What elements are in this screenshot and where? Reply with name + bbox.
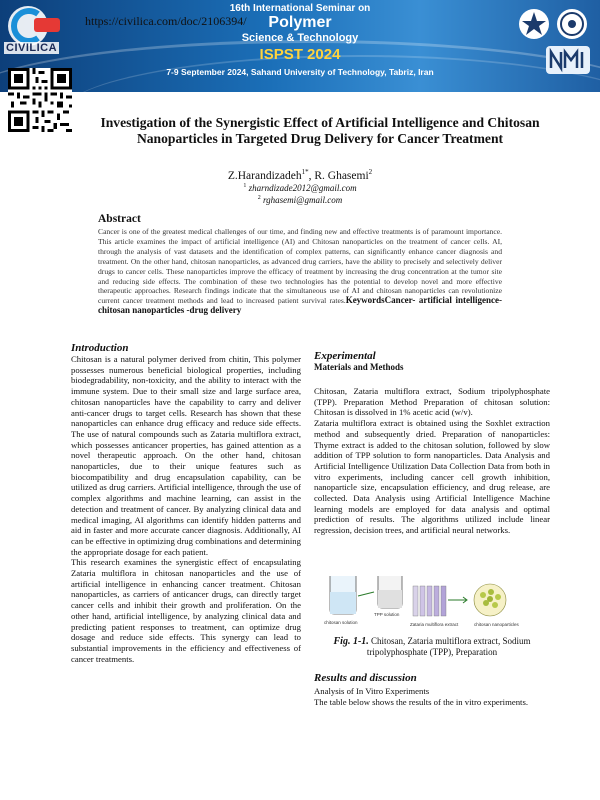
sahand-university-logo-icon: [518, 8, 550, 40]
chitosan-beaker-icon: [330, 576, 356, 614]
tpp-beaker-icon: [378, 576, 402, 608]
figure-label: chitosan nanoparticles: [474, 622, 519, 627]
figure-label: TPP solution: [374, 612, 400, 617]
materials-methods-heading: Materials and Methods: [314, 362, 404, 372]
email-address: rghasemi@gmail.com: [260, 195, 343, 205]
author-affiliation-mark: 1*: [301, 168, 309, 176]
experimental-paragraph: Chitosan, Zataria multiflora extract, Sodium tripolyphosphate (TPP). Preparation Method Preparation of chitosan solution: Chitosan is dissolved in 1% acetic acid (w/v).: [314, 386, 550, 418]
author-name: , R. Ghasemi: [308, 169, 369, 182]
keywords: KeywordsCancer- artificial intelligence-chitosan nanoparticles -drug delivery: [98, 295, 502, 316]
author-email: [0, 195, 600, 205]
civilica-watermark: CIVILICA: [6, 42, 58, 54]
right-column: [314, 350, 550, 536]
author-affiliation-mark: 2: [368, 168, 373, 176]
results-subheading: Analysis of In Vitro Experiments: [314, 686, 430, 696]
experimental-paragraph: Zataria multiflora extract is obtained using the Soxhlet extraction method and subsequently dried. Preparation of nanoparticles: Thyme extract is added to the chitosan solution, followed by slow addition of TPP solution to form nanoparticles. Data Analysis and Artificial Intelligence Utilization Data Collection Data from both in vitro experiments, including cancer cell growth inhibition, nanoparticle size, encapsulation efficiency, and drug release, are collected. Data Analysis using Artificial Intelligence Machine learning models are employed for data analysis and optimal prediction of results. The algorithms utilized include linear regression, decision trees, and artificial neural networks.: [314, 418, 550, 536]
results-body: [314, 686, 550, 707]
document-url[interactable]: https://civilica.com/doc/2106394/: [85, 14, 247, 28]
preparation-figure: [318, 570, 528, 632]
figure-caption-label: Fig. 1-1.: [333, 636, 369, 647]
abstract-text: Cancer is one of the greatest medical challenges of our time, and finding new and effective treatments is of paramount importance. This article examines the impact of artificial intelligence (AI) and Chitosan nanoparticles on the treatment of cancer cells. AI, through the analysis of vast datasets and the identification of complex patterns, can significantly enhance cancer diagnosis and treatment. On the other hand, chitosan nanoparticles, as advanced drug carriers, have the ability to precisely and selectively deliver drugs to cancer cells. These nanoparticles improve the efficacy of treatment by increasing the drug concentration at the tumor site and reducing side effects. The combination of these two technologies has the potential to develop novel and more effective therapeutic approaches. Research findings indicate that the simultaneous use of AI and chitosan nanoparticles can revolutionize current cancer treatment methods and lead to increased patient survival rates.: [98, 227, 502, 306]
figure-caption-text: Chitosan, Zataria multiflora extract, Sodium tripolyphosphate (TPP), Preparation: [366, 636, 531, 657]
paper-title: Investigation of the Synergistic Effect of Artificial Intelligence and Chitosan Nanoparticles in Targeted Drug Delivery for Cancer Treatment: [100, 115, 540, 146]
nmi-logo-icon: [546, 46, 590, 74]
results-heading: Results and discussion: [314, 672, 417, 684]
abstract-heading: Abstract: [98, 213, 141, 225]
abstract-body: [98, 227, 502, 316]
email-address: zharndizade2012@gmail.com: [246, 183, 357, 193]
introduction-paragraph: This research examines the synergistic effect of encapsulating Zataria multiflora in chitosan nanoparticles and the use of artificial intelligence in enhancing cancer treatment. Chitosan nanoparticles, as carriers of anticancer drugs, can directly target cancer cells and inhibit their growth and proliferation. On the other hand, artificial intelligence, by analyzing clinical data and predicting patient responses to treatment, can optimize drug dosage and reduce side effects. This synergy can lead to substantial improvements in the efficiency and effectiveness of cancer treatments.: [71, 557, 301, 664]
email-mark: 2: [257, 195, 261, 201]
test-tubes-icon: [413, 586, 446, 616]
results-paragraph: The table below shows the results of the in vitro experiments.: [314, 696, 529, 707]
left-column: [71, 342, 301, 664]
introduction-paragraph: Chitosan is a natural polymer derived from chitin, This polymer possesses numerous beneficial biological properties, including biodegradability, non-toxicity, and the ability to interact with the immune system. Due to their small size and large surface area, chitosan nanoparticles have the capability to carry and deliver anti-cancer drugs to target cells. Research has shown that these nanoparticles can enhance drug efficacy and reduce side effects. The use of natural compounds such as Zataria multiflora extract, which possesses anticancer properties, has gained attention as a novel therapeutic approach. On the other hand, chitosan nanoparticles, due to their unique features such as biocompatibility and drug encapsulation capability, can be utilized as drug carriers. Artificial intelligence, through the use of complex algorithms and machine learning, can assist in the detection and treatment of cancer. By analyzing clinical data and medical imaging, AI algorithms can identify hidden patterns and aid in faster and more accurate cancer diagnosis. Additionally, AI can be effective in optimizing drug combinations and determining the appropriate dosage for each patient.: [71, 354, 301, 557]
introduction-heading: Introduction: [71, 342, 129, 354]
banner-seminar-line: 16th International Seminar on: [229, 3, 371, 14]
iran-polymer-society-logo-icon: [556, 8, 588, 40]
banner-date-line: 7-9 September 2024, Sahand University of Technology, Tabriz, Iran: [166, 67, 434, 77]
banner-polymer-line: Polymer: [268, 14, 332, 31]
banner-science-line: Science & Technology: [241, 32, 359, 44]
figure-label: Zataria multiflora extract: [410, 622, 459, 627]
banner-ispst-line: ISPST 2024: [259, 46, 341, 63]
nanoparticles-cluster-icon: [474, 584, 506, 616]
author-line: [0, 168, 600, 182]
figure-label: chitosan solution: [324, 620, 358, 625]
experimental-heading: Experimental: [314, 350, 376, 362]
author-name: Z.Harandizadeh: [227, 169, 302, 182]
figure-caption: [314, 636, 550, 658]
email-mark: 1: [243, 183, 247, 189]
author-email: [0, 183, 600, 193]
